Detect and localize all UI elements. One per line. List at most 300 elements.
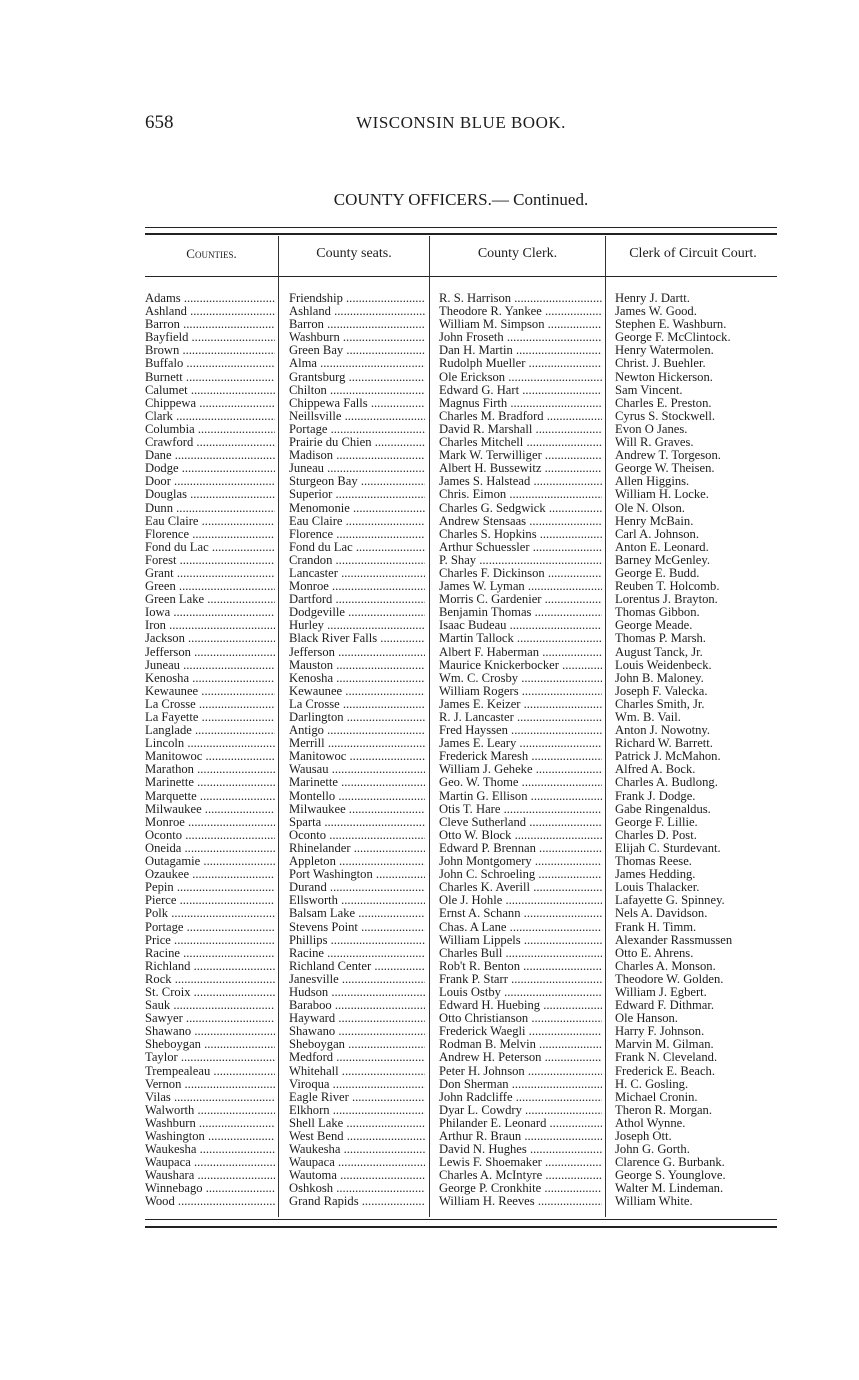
county-cell: Vernon ..... (145, 1078, 275, 1091)
county-clerk-cell: Ole Erickson ..... (439, 371, 602, 384)
county-cell: Green ..... (145, 580, 275, 593)
county-cell: Portage ..... (145, 921, 275, 934)
county-clerk-cell: Chris. Eimon ..... (439, 488, 602, 501)
county-clerk-cell: Mark W. Terwilliger ..... (439, 449, 602, 462)
county-seat-cell: Waupaca ..... (289, 1156, 425, 1169)
county-clerk-cell: Edward P. Brennan ..... (439, 842, 602, 855)
county-clerk-cell: Geo. W. Thome ..... (439, 776, 602, 789)
county-cell: Taylor ..... (145, 1051, 275, 1064)
circuit-clerk-cell: Nels A. Davidson. (615, 907, 708, 921)
county-cell: Crawford ..... (145, 436, 275, 449)
county-cell: Marquette ..... (145, 790, 275, 803)
circuit-clerk-cell: Theodore W. Golden. (615, 972, 724, 986)
county-seat-cell: Viroqua ..... (289, 1078, 425, 1091)
county-cell: Sauk ..... (145, 999, 275, 1012)
county-clerk-cell: James E. Keizer ..... (439, 698, 602, 711)
county-seat-cell: Rhinelander ..... (289, 842, 425, 855)
circuit-clerk-cell: George F. Lillie. (615, 815, 698, 829)
county-cell: Langlade ..... (145, 724, 275, 737)
county-clerk-cell: Louis Ostby ..... (439, 986, 602, 999)
county-seat-cell: Baraboo ..... (289, 999, 425, 1012)
county-seat-cell: Phillips ..... (289, 934, 425, 947)
county-cell: Wood ..... (145, 1195, 275, 1208)
circuit-clerk-cell: Henry McBain. (615, 514, 694, 528)
circuit-clerk-cell: Louis Thalacker. (615, 881, 700, 895)
county-cell: Forest ..... (145, 554, 275, 567)
circuit-clerk-cell: Evon O Janes. (615, 422, 688, 436)
county-seat-cell: La Crosse ..... (289, 698, 425, 711)
county-clerk-cell: William Rogers ..... (439, 685, 602, 698)
county-seat-cell: Port Washington ..... (289, 868, 425, 881)
circuit-clerk-cell: George W. Theisen. (615, 462, 715, 476)
circuit-clerk-cell: William White. (615, 1195, 693, 1209)
circuit-clerk-cell: Otto E. Ahrens. (615, 946, 694, 960)
county-seat-cell: Kenosha ..... (289, 672, 425, 685)
county-seat-cell: Elkhorn ..... (289, 1104, 425, 1117)
county-cell: Adams ..... (145, 292, 275, 305)
county-clerk-cell: Don Sherman ..... (439, 1078, 602, 1091)
county-clerk-cell: Frederick Maresh ..... (439, 750, 602, 763)
circuit-clerk-cell: George F. McClintock. (615, 331, 731, 345)
county-clerk-cell: Lewis F. Shoemaker ..... (439, 1156, 602, 1169)
county-seat-cell: Friendship ..... (289, 292, 425, 305)
circuit-clerk-cell: Henry Watermolen. (615, 344, 714, 358)
county-seat-cell: Wautoma ..... (289, 1169, 425, 1182)
county-seat-cell: Whitehall ..... (289, 1065, 425, 1078)
county-cell: Rock ..... (145, 973, 275, 986)
county-cell: Washburn ..... (145, 1117, 275, 1130)
circuit-clerk-cell: Frank H. Timm. (615, 920, 697, 934)
county-clerk-cell: Frank P. Starr ..... (439, 973, 602, 986)
county-cell: Bayfield ..... (145, 331, 275, 344)
county-seat-cell: Florence ..... (289, 528, 425, 541)
county-clerk-cell: Otis T. Hare ..... (439, 803, 602, 816)
county-cell: Pepin ..... (145, 881, 275, 894)
county-clerk-cell: Dyar L. Cowdry ..... (439, 1104, 602, 1117)
county-clerk-cell: Morris C. Gardenier ..... (439, 593, 602, 606)
circuit-clerk-cell: Wm. B. Vail. (615, 711, 681, 724)
county-clerk-cell: Andrew Stensaas ..... (439, 515, 602, 528)
county-cell: Ozaukee ..... (145, 868, 275, 881)
county-cell: Marathon ..... (145, 763, 275, 776)
circuit-clerk-cell: Henry J. Dartt. (615, 292, 690, 305)
county-cell: Outagamie ..... (145, 855, 275, 868)
county-clerk-cell: Charles M. Bradford ..... (439, 410, 602, 423)
circuit-clerk-cell: Will R. Graves. (615, 436, 694, 450)
county-seat-cell: Shawano ..... (289, 1025, 425, 1038)
county-clerk-cell: Magnus Firth ..... (439, 397, 602, 410)
circuit-clerk-cell: Thomas P. Marsh. (615, 632, 706, 646)
county-cell: Kenosha ..... (145, 672, 275, 685)
county-clerk-cell: Dan H. Martin ..... (439, 344, 602, 357)
circuit-clerk-cell: William H. Locke. (615, 488, 709, 502)
county-clerk-cell: Benjamin Thomas ..... (439, 606, 602, 619)
county-cell: Jackson ..... (145, 632, 275, 645)
circuit-clerk-cell: Alfred A. Bock. (615, 763, 696, 777)
county-cell: Richland ..... (145, 960, 275, 973)
county-clerk-cell: Ernst A. Schann ..... (439, 907, 602, 920)
column-divider (278, 236, 279, 1217)
circuit-clerk-cell: H. C. Gosling. (615, 1077, 689, 1091)
county-seat-cell: Merrill ..... (289, 737, 425, 750)
county-cell: Sawyer ..... (145, 1012, 275, 1025)
county-seat-cell: Alma ..... (289, 357, 425, 370)
county-cell: Door ..... (145, 475, 275, 488)
table-top-rule-thick (145, 233, 777, 235)
county-cell: Waukesha ..... (145, 1143, 275, 1156)
county-seat-cell: Ellsworth ..... (289, 894, 425, 907)
circuit-clerk-cell: Stephen E. Washburn. (615, 318, 727, 332)
section-title: COUNTY OFFICERS.— Continued. (333, 190, 589, 209)
county-seat-cell: Oshkosh ..... (289, 1182, 425, 1195)
county-cell: Price ..... (145, 934, 275, 947)
circuit-clerk-cell: Patrick J. McMahon. (615, 750, 721, 764)
county-clerk-cell: Cleve Sutherland ..... (439, 816, 602, 829)
county-clerk-cell: Maurice Knickerbocker ..... (439, 659, 602, 672)
column-divider (605, 236, 606, 1217)
county-cell: Oneida ..... (145, 842, 275, 855)
county-clerk-cell: P. Shay ..... (439, 554, 602, 567)
county-seat-cell: Chippewa Falls ..... (289, 397, 425, 410)
county-cell: Juneau ..... (145, 659, 275, 672)
county-seat-cell: Green Bay ..... (289, 344, 425, 357)
county-clerk-cell: Rodman B. Melvin ..... (439, 1038, 602, 1051)
column-header-clerk-circuit-court: Clerk of Circuit Court. (629, 246, 757, 261)
county-cell: Washington ..... (145, 1130, 275, 1143)
circuit-clerk-cell: James Hedding. (615, 868, 696, 882)
county-clerk-cell: Andrew H. Peterson ..... (439, 1051, 602, 1064)
circuit-clerk-cell: Marvin M. Gilman. (615, 1038, 714, 1052)
county-clerk-cell: Frederick Waegli ..... (439, 1025, 602, 1038)
county-clerk-column (439, 292, 602, 1209)
county-seat-cell: Appleton ..... (289, 855, 425, 868)
county-cell: Buffalo ..... (145, 357, 275, 370)
county-seat-cell: Eagle River ..... (289, 1091, 425, 1104)
county-cell: Iron ..... (145, 619, 275, 632)
county-clerk-cell: Isaac Budeau ..... (439, 619, 602, 632)
circuit-clerk-cell: Frank N. Cleveland. (615, 1051, 718, 1065)
county-cell: La Fayette ..... (145, 711, 275, 724)
county-cell: Grant ..... (145, 567, 275, 580)
county-clerk-cell: Martin Tallock ..... (439, 632, 602, 645)
county-seat-cell: Sturgeon Bay ..... (289, 475, 425, 488)
circuit-clerk-cell: Athol Wynne. (615, 1116, 686, 1130)
circuit-clerk-cell: George S. Younglove. (615, 1169, 726, 1183)
county-seat-cell: West Bend ..... (289, 1130, 425, 1143)
circuit-clerk-cell: Joseph Ott. (615, 1130, 672, 1143)
county-seat-cell: Mauston ..... (289, 659, 425, 672)
circuit-clerk-cell: Charles E. Preston. (615, 396, 712, 410)
column-header-county-clerk: County Clerk. (477, 246, 558, 261)
county-cell: Lincoln ..... (145, 737, 275, 750)
county-cell: Fond du Lac ..... (145, 541, 275, 554)
county-cell: Oconto ..... (145, 829, 275, 842)
circuit-clerk-cell: Christ. J. Buehler. (615, 357, 706, 371)
county-cell: Waupaca ..... (145, 1156, 275, 1169)
circuit-clerk-cell: Carl A. Johnson. (615, 527, 699, 541)
county-clerk-cell: Otto Christianson ..... (439, 1012, 602, 1025)
county-clerk-cell: Rob't R. Benton ..... (439, 960, 602, 973)
county-seat-cell: Chilton ..... (289, 384, 425, 397)
county-seat-cell: Menomonie ..... (289, 502, 425, 515)
county-seat-cell: Hayward ..... (289, 1012, 425, 1025)
county-cell: Burnett ..... (145, 371, 275, 384)
circuit-clerk-cell: Ole Hanson. (615, 1012, 678, 1026)
county-cell: Brown ..... (145, 344, 275, 357)
county-clerk-cell: Edward H. Huebing ..... (439, 999, 602, 1012)
county-seats-column (289, 292, 425, 1209)
county-cell: Walworth ..... (145, 1104, 275, 1117)
county-clerk-cell: David N. Hughes ..... (439, 1143, 602, 1156)
county-clerk-cell: Albert F. Haberman ..... (439, 646, 602, 659)
county-seat-cell: Lancaster ..... (289, 567, 425, 580)
county-seat-cell: Stevens Point ..... (289, 921, 425, 934)
county-seat-cell: Kewaunee ..... (289, 685, 425, 698)
county-seat-cell: Hurley ..... (289, 619, 425, 632)
county-clerk-cell: Charles S. Hopkins ..... (439, 528, 602, 541)
county-seat-cell: Barron ..... (289, 318, 425, 331)
county-seat-cell: Sparta ..... (289, 816, 425, 829)
county-cell: Manitowoc ..... (145, 750, 275, 763)
county-cell: Racine ..... (145, 947, 275, 960)
book-title: WISCONSIN BLUE BOOK. (356, 113, 566, 132)
county-clerk-cell: Arthur Schuessler ..... (439, 541, 602, 554)
circuit-clerk-cell: Thomas Gibbon. (615, 606, 700, 620)
county-cell: Florence ..... (145, 528, 275, 541)
county-seat-cell: Marinette ..... (289, 776, 425, 789)
circuit-clerk-cell: Michael Cronin. (615, 1090, 698, 1104)
county-seat-cell: Milwaukee ..... (289, 803, 425, 816)
county-cell: Chippewa ..... (145, 397, 275, 410)
county-seat-cell: Balsam Lake ..... (289, 907, 425, 920)
page-number: 658 (145, 112, 174, 133)
county-seat-cell: Waukesha ..... (289, 1143, 425, 1156)
county-clerk-cell: Wm. C. Crosby ..... (439, 672, 602, 685)
clerk-circuit-court-column (615, 292, 781, 1209)
county-clerk-cell: George P. Cronkhite ..... (439, 1182, 602, 1195)
circuit-clerk-cell: John G. Gorth. (615, 1143, 690, 1157)
circuit-clerk-cell: George Meade. (615, 619, 693, 633)
county-clerk-cell: Ole J. Hohle ..... (439, 894, 602, 907)
county-cell: St. Croix ..... (145, 986, 275, 999)
page-header (145, 112, 777, 136)
circuit-clerk-cell: August Tanck, Jr. (615, 645, 703, 659)
county-seat-cell: Superior ..... (289, 488, 425, 501)
county-clerk-cell: David R. Marshall ..... (439, 423, 602, 436)
circuit-clerk-cell: Charles Smith, Jr. (615, 697, 705, 711)
county-clerk-cell: John Montgomery ..... (439, 855, 602, 868)
county-cell: Barron ..... (145, 318, 275, 331)
county-seat-cell: Grantsburg ..... (289, 371, 425, 384)
county-seat-cell: Shell Lake ..... (289, 1117, 425, 1130)
county-clerk-cell: Charles Bull ..... (439, 947, 602, 960)
circuit-clerk-cell: James W. Good. (615, 305, 697, 319)
circuit-clerk-cell: Charles D. Post. (615, 828, 697, 842)
county-seat-cell: Medford ..... (289, 1051, 425, 1064)
county-seat-cell: Antigo ..... (289, 724, 425, 737)
county-clerk-cell: Charles G. Sedgwick ..... (439, 502, 602, 515)
county-clerk-cell: James W. Lyman ..... (439, 580, 602, 593)
county-seat-cell: Prairie du Chien ..... (289, 436, 425, 449)
county-seat-cell: Neillsville ..... (289, 410, 425, 423)
county-clerk-cell: R. S. Harrison ..... (439, 292, 602, 305)
county-cell: Winnebago ..... (145, 1182, 275, 1195)
county-seat-cell: Washburn ..... (289, 331, 425, 344)
circuit-clerk-cell: Frank J. Dodge. (615, 789, 696, 803)
circuit-clerk-cell: Theron R. Morgan. (615, 1103, 713, 1117)
county-cell: Clark ..... (145, 410, 275, 423)
county-clerk-cell: James E. Leary ..... (439, 737, 602, 750)
county-clerk-cell: John C. Schroeling ..... (439, 868, 602, 881)
county-clerk-cell: John Radcliffe ..... (439, 1091, 602, 1104)
county-clerk-cell: Charles A. McIntyre ..... (439, 1169, 602, 1182)
county-cell: Dane ..... (145, 449, 275, 462)
county-seat-cell: Durand ..... (289, 881, 425, 894)
counties-column (145, 292, 275, 1209)
circuit-clerk-cell: Frederick E. Beach. (615, 1064, 716, 1078)
county-clerk-cell: Charles F. Dickinson ..... (439, 567, 602, 580)
county-seat-cell: Black River Falls ..... (289, 632, 425, 645)
county-seat-cell: Crandon ..... (289, 554, 425, 567)
county-seat-cell: Sheboygan ..... (289, 1038, 425, 1051)
county-seat-cell: Juneau ..... (289, 462, 425, 475)
county-seat-cell: Madison ..... (289, 449, 425, 462)
county-seat-cell: Montello ..... (289, 790, 425, 803)
county-cell: Kewaunee ..... (145, 685, 275, 698)
circuit-clerk-cell: Alexander Rassmussen (615, 933, 733, 947)
county-cell: Polk ..... (145, 907, 275, 920)
county-seat-cell: Fond du Lac ..... (289, 541, 425, 554)
column-header-counties: Counties. (186, 246, 237, 261)
county-cell: Green Lake ..... (145, 593, 275, 606)
county-cell: Waushara ..... (145, 1169, 275, 1182)
county-cell: Eau Claire ..... (145, 515, 275, 528)
county-cell: Pierce ..... (145, 894, 275, 907)
circuit-clerk-cell: Charles A. Monson. (615, 959, 716, 973)
column-header-county-seats: County seats. (316, 246, 392, 261)
county-seat-cell: Dartford ..... (289, 593, 425, 606)
circuit-clerk-cell: Clarence G. Burbank. (615, 1156, 725, 1170)
county-seat-cell: Grand Rapids ..... (289, 1195, 425, 1208)
circuit-clerk-cell: Elijah C. Sturdevant. (615, 841, 721, 855)
header-rule (145, 276, 777, 277)
circuit-clerk-cell: Ole N. Olson. (615, 501, 685, 515)
circuit-clerk-cell: Walter M. Lindeman. (615, 1182, 724, 1196)
county-cell: Shawano ..... (145, 1025, 275, 1038)
county-clerk-cell: Fred Hayssen ..... (439, 724, 602, 737)
county-cell: Sheboygan ..... (145, 1038, 275, 1051)
circuit-clerk-cell: Allen Higgins. (615, 475, 690, 489)
county-cell: Jefferson ..... (145, 646, 275, 659)
circuit-clerk-cell: Barney McGenley. (615, 553, 710, 567)
county-cell: Monroe ..... (145, 816, 275, 829)
county-clerk-cell: John Froseth ..... (439, 331, 602, 344)
circuit-clerk-cell: Louis Weidenbeck. (615, 658, 712, 672)
county-cell: Marinette ..... (145, 776, 275, 789)
county-seat-cell: Manitowoc ..... (289, 750, 425, 763)
county-cell: Ashland ..... (145, 305, 275, 318)
circuit-clerk-cell: Sam Vincent. (615, 383, 683, 397)
county-clerk-cell: William J. Geheke ..... (439, 763, 602, 776)
circuit-clerk-cell: Gabe Ringenaldus. (615, 802, 711, 816)
county-cell: Douglas ..... (145, 488, 275, 501)
circuit-clerk-cell: Edward F. Dithmar. (615, 999, 715, 1013)
county-seat-cell: Richland Center ..... (289, 960, 425, 973)
county-clerk-cell: William M. Simpson ..... (439, 318, 602, 331)
circuit-clerk-cell: Lorentus J. Brayton. (615, 593, 718, 607)
circuit-clerk-cell: Lafayette G. Spinney. (615, 894, 725, 908)
circuit-clerk-cell: John B. Maloney. (615, 671, 704, 685)
county-clerk-cell: Arthur R. Braun ..... (439, 1130, 602, 1143)
county-seat-cell: Dodgeville ..... (289, 606, 425, 619)
county-seat-cell: Hudson ..... (289, 986, 425, 999)
table-bottom-rule-thick (145, 1226, 777, 1228)
county-cell: Vilas ..... (145, 1091, 275, 1104)
county-cell: Columbia ..... (145, 423, 275, 436)
circuit-clerk-cell: William J. Egbert. (615, 985, 707, 999)
county-seat-cell: Wausau ..... (289, 763, 425, 776)
county-clerk-cell: Rudolph Mueller ..... (439, 357, 602, 370)
circuit-clerk-cell: Anton E. Leonard. (615, 540, 709, 554)
circuit-clerk-cell: Anton J. Nowotny. (615, 724, 711, 738)
table-bottom-rule (145, 1219, 777, 1220)
county-clerk-cell: Chas. A Lane ..... (439, 921, 602, 934)
circuit-clerk-cell: George E. Budd. (615, 566, 700, 580)
circuit-clerk-cell: Thomas Reese. (615, 855, 692, 869)
county-cell: Calumet ..... (145, 384, 275, 397)
county-cell: Iowa ..... (145, 606, 275, 619)
county-clerk-cell: Philander E. Leonard ..... (439, 1117, 602, 1130)
county-clerk-cell: Peter H. Johnson ..... (439, 1065, 602, 1078)
county-seat-cell: Oconto ..... (289, 829, 425, 842)
county-clerk-cell: William H. Reeves ..... (439, 1195, 602, 1208)
circuit-clerk-cell: Andrew T. Torgeson. (615, 449, 721, 463)
county-cell: Dodge ..... (145, 462, 275, 475)
county-clerk-cell: James S. Halstead ..... (439, 475, 602, 488)
county-seat-cell: Monroe ..... (289, 580, 425, 593)
county-seat-cell: Jefferson ..... (289, 646, 425, 659)
circuit-clerk-cell: Richard W. Barrett. (615, 737, 713, 751)
county-clerk-cell: Charles Mitchell ..... (439, 436, 602, 449)
county-seat-cell: Racine ..... (289, 947, 425, 960)
county-seat-cell: Eau Claire ..... (289, 515, 425, 528)
county-clerk-cell: Edward G. Hart ..... (439, 384, 602, 397)
county-clerk-cell: Albert H. Bussewitz ..... (439, 462, 602, 475)
county-clerk-cell: Martin G. Ellison ..... (439, 790, 602, 803)
county-clerk-cell: Otto W. Block ..... (439, 829, 602, 842)
county-cell: Milwaukee ..... (145, 803, 275, 816)
column-divider (429, 236, 430, 1217)
circuit-clerk-cell: Charles A. Budlong. (615, 776, 718, 790)
county-seat-cell: Janesville ..... (289, 973, 425, 986)
county-clerk-cell: Theodore R. Yankee ..... (439, 305, 602, 318)
county-cell: La Crosse ..... (145, 698, 275, 711)
county-clerk-cell: William Lippels ..... (439, 934, 602, 947)
county-seat-cell: Darlington ..... (289, 711, 425, 724)
county-seat-cell: Ashland ..... (289, 305, 425, 318)
circuit-clerk-cell: Harry F. Johnson. (615, 1025, 705, 1039)
circuit-clerk-cell: Cyrus S. Stockwell. (615, 409, 716, 423)
county-clerk-cell: R. J. Lancaster ..... (439, 711, 602, 724)
circuit-clerk-cell: Newton Hickerson. (615, 370, 713, 384)
county-cell: Dunn ..... (145, 502, 275, 515)
circuit-clerk-cell: Joseph F. Valecka. (615, 684, 708, 698)
county-cell: Trempealeau ..... (145, 1065, 275, 1078)
county-clerk-cell: Charles K. Averill ..... (439, 881, 602, 894)
table-top-rule (145, 227, 777, 228)
circuit-clerk-cell: Reuben T. Holcomb. (615, 580, 720, 594)
county-seat-cell: Portage ..... (289, 423, 425, 436)
